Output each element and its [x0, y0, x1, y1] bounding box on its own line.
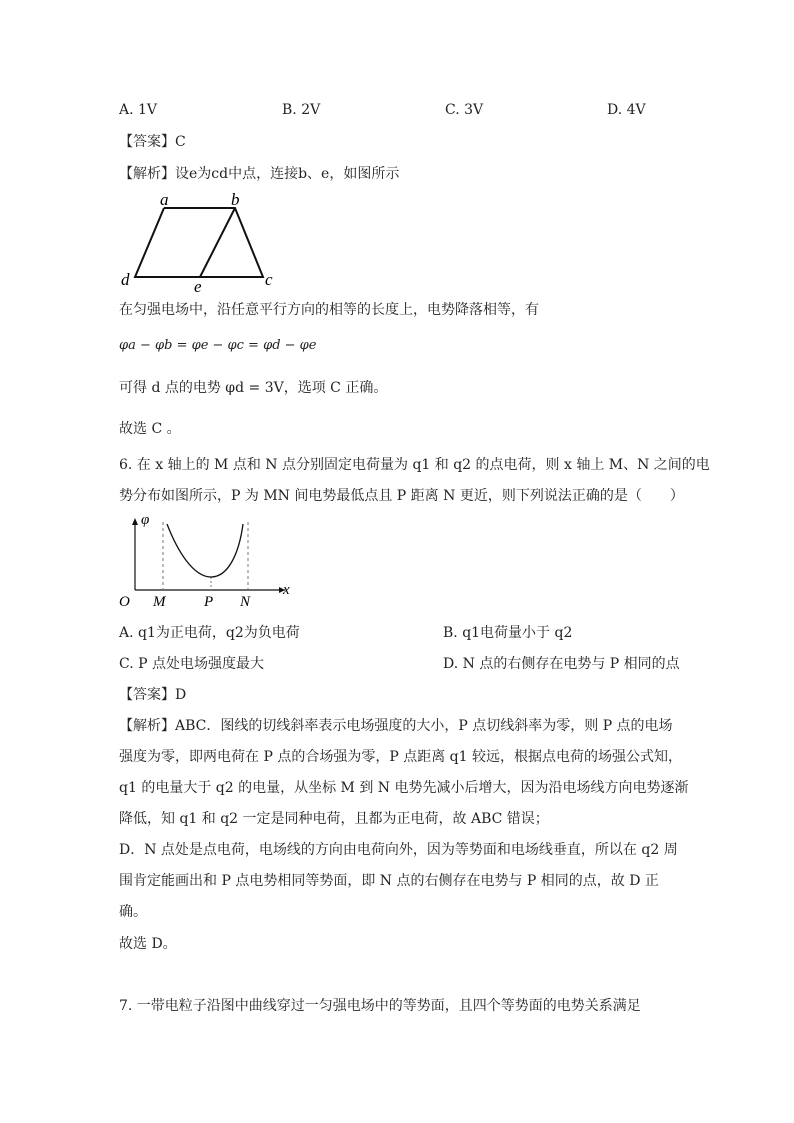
q6-analysis-6: 围肯定能画出和 P 点电势相同等势面，即 N 点的右侧存在电势与 P 相同的点，故 D 正: [119, 873, 659, 889]
label-d: d: [121, 270, 130, 289]
label-e: e: [194, 277, 202, 294]
label-m: M: [153, 594, 166, 610]
q5-text-2: 可得 d 点的电势 φd = 3V，选项 C 正确。: [119, 380, 388, 396]
label-n: N: [240, 594, 251, 610]
q6-analysis-5: D．N 点处是点电荷，电场线的方向由电荷向外，因为等势面和电场线垂直，所以在 q2 周: [119, 842, 678, 858]
q5-analysis-line: [119, 164, 399, 184]
q6-option-b: B. q1电荷量小于 q2: [443, 625, 573, 641]
q6-analysis-line: [119, 716, 673, 736]
q5-conclusion: 故选 C 。: [119, 421, 181, 437]
answer-tag: 【答案】: [119, 134, 175, 150]
q6-stem-2: 势分布如图所示，P 为 MN 间电势最低点且 P 距离 N 更近，则下列说法正确的是（ ）: [119, 488, 684, 504]
q5-text-1: 在匀强电场中，沿任意平行方向的相等的长度上，电势降落相等，有: [119, 302, 539, 318]
q5-option-b: B. 2V: [282, 102, 321, 118]
q6-answer-line: [119, 685, 186, 705]
label-c: c: [265, 270, 273, 289]
q6-analysis-4: 降低，知 q1 和 q2 一定是同种电荷，且都为正电荷，故 ABC 错误；: [119, 811, 549, 827]
analysis-intro: 设e为cd中点，连接b、e，如图所示: [175, 166, 400, 182]
answer-tag: 【答案】: [119, 687, 175, 703]
q6-analysis-2: 强度为零，即两电荷在 P 点的合场强为零，P 点距离 q1 较远，根据点电荷的场强公式知，: [119, 749, 682, 765]
label-p: P: [204, 594, 214, 610]
q6-conclusion: 故选 D。: [119, 936, 177, 952]
y-axis-arrow: [132, 518, 138, 525]
q5-option-d: D. 4V: [607, 102, 646, 118]
q7-stem: 7. 一带电粒子沿图中曲线穿过一匀强电场中的等势面，且四个等势面的电势关系满足: [119, 998, 641, 1014]
q5-option-a: A. 1V: [119, 102, 158, 118]
q5-formula: φa − φb = φe − φc = φd − φe: [119, 338, 317, 353]
segment-be: [200, 208, 235, 277]
potential-curve: [167, 524, 243, 577]
q6-option-c: C. P 点处电场强度最大: [119, 656, 264, 672]
q6-analysis-7: 确。: [119, 904, 147, 920]
analysis-tag: 【解析】: [119, 718, 175, 734]
q6-option-a: A. q1为正电荷，q2为负电荷: [119, 625, 300, 641]
label-a: a: [160, 190, 169, 209]
analysis-tag: 【解析】: [119, 166, 175, 182]
label-x: x: [283, 582, 290, 598]
q6-option-d: D. N 点的右侧存在电势与 P 相同的点: [443, 656, 680, 672]
label-b: b: [231, 190, 240, 209]
potential-graph: [115, 510, 300, 612]
label-phi: φ: [141, 512, 150, 528]
q6-stem-1: 6. 在 x 轴上的 M 点和 N 点分别固定电荷量为 q1 和 q2 的点电荷，则 x 轴上 M、N 之间的电: [119, 457, 710, 473]
label-origin: O: [119, 594, 130, 610]
answer-value: D: [175, 687, 187, 703]
trapezoid-outline: [135, 208, 263, 277]
q5-answer-line: [119, 132, 186, 152]
q6-analysis-3: q1 的电量大于 q2 的电量，从坐标 M 到 N 电势先减小后增大，因为沿电场线方向电势逐渐: [119, 780, 689, 796]
q5-option-c: C. 3V: [445, 102, 484, 118]
analysis-text-1: ABC．图线的切线斜率表示电场强度的大小，P 点切线斜率为零，则 P 点的电场: [175, 718, 673, 734]
answer-value: C: [175, 134, 186, 150]
trapezoid-figure: [115, 188, 285, 294]
